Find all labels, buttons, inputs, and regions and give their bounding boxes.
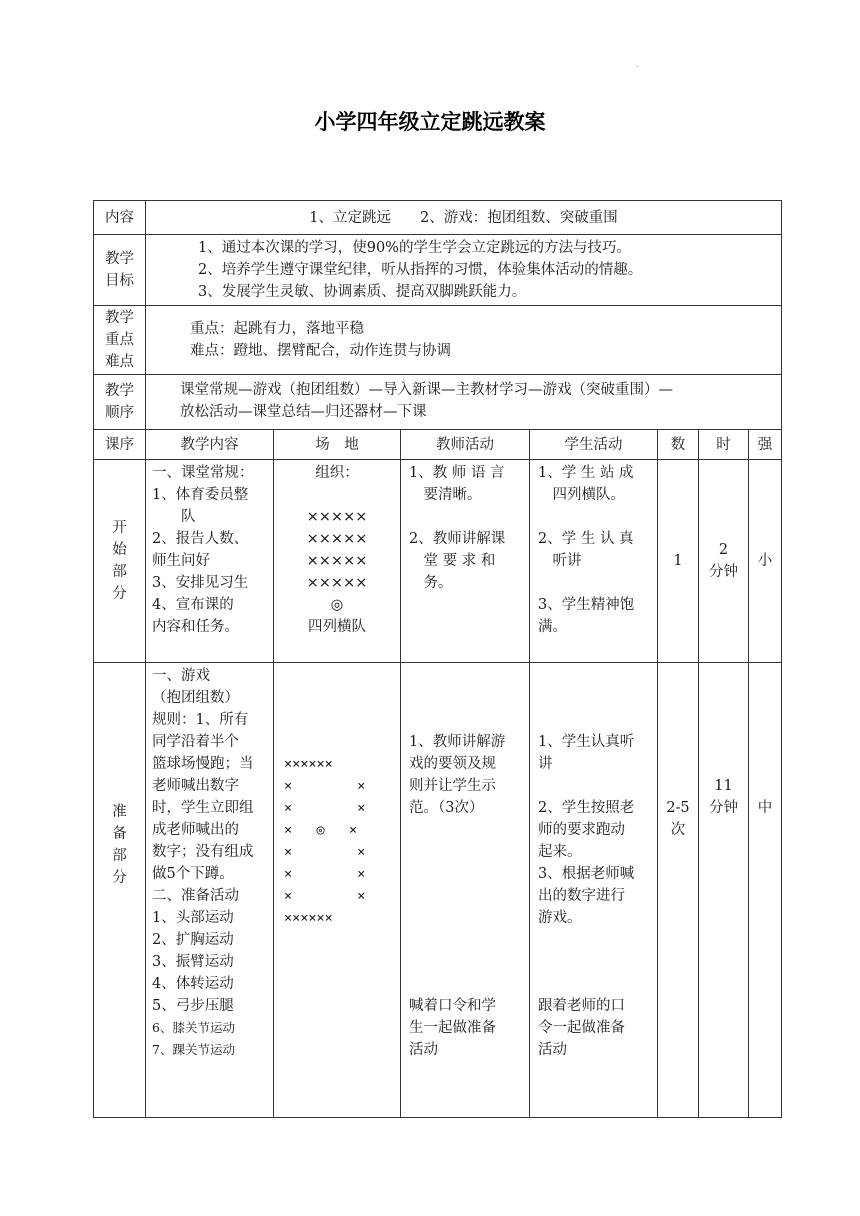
- section-prep-content: [145, 662, 274, 1118]
- student-line: 满。: [538, 619, 567, 635]
- section-start-count: 1: [657, 459, 699, 663]
- section-start-time: [698, 459, 749, 663]
- student-line: 令一起做准备: [538, 1020, 625, 1036]
- student-line: 活动: [538, 1042, 567, 1058]
- header-field: 场 地: [273, 429, 401, 460]
- time-unit: 分钟: [709, 564, 738, 580]
- section-prep-student: [529, 662, 658, 1118]
- count-value: 2-5: [666, 800, 690, 816]
- section-start-intensity: 小: [748, 459, 782, 663]
- student-line: 游戏。: [538, 910, 582, 926]
- key-point: 难点：蹬地、摆臂配合，动作连贯与协调: [190, 343, 451, 359]
- header-content: 教学内容: [145, 429, 274, 460]
- teacher-line: 戏的要领及规: [409, 756, 496, 772]
- time-value: 11: [714, 778, 733, 794]
- section-prep-teacher: [400, 662, 530, 1118]
- content-label: 内容: [93, 200, 146, 235]
- teacher-line: 要清晰。: [409, 487, 482, 503]
- teacher-line: [409, 506, 521, 528]
- teacher-line: 生一起做准备: [409, 1020, 496, 1036]
- section-prep-name: 准备部分: [93, 662, 146, 1118]
- student-line: [538, 572, 649, 594]
- student-line: 四列横队。: [538, 487, 625, 503]
- teacher-line: 喊着口令和学: [409, 998, 496, 1014]
- content-line: 4、宣布课的: [152, 597, 234, 613]
- formation-row: × ×: [284, 844, 366, 860]
- formation-row: ×××××: [306, 509, 368, 525]
- content-line: 做5个下蹲。: [152, 866, 234, 882]
- spacer: [409, 819, 521, 995]
- formation-row: ×××××: [306, 575, 368, 591]
- header-intensity: 强: [748, 429, 782, 460]
- student-line: 1、学 生 站 成: [538, 465, 634, 481]
- content-line: 2、扩胸运动: [152, 932, 234, 948]
- teacher-line: 堂 要 求 和: [409, 553, 496, 569]
- header-sequence: 课序: [93, 429, 146, 460]
- content-line: 同学沿着半个: [152, 734, 239, 750]
- student-line: 3、学生精神饱: [538, 597, 635, 613]
- formation-row: × ×: [284, 800, 366, 816]
- content-line: 一、游戏: [152, 668, 210, 684]
- content-line: 7、踝关节运动: [152, 1042, 235, 1057]
- section-prep-field: [273, 662, 401, 1118]
- key-point: 重点：起跳有力，落地平稳: [190, 321, 364, 337]
- content-value: 1、立定跳远 2、游戏：抱团组数、突破重围: [145, 200, 782, 235]
- content-line: 6、膝关节运动: [152, 1020, 235, 1035]
- lesson-plan-table: [93, 200, 782, 1118]
- formation-row: ××××××: [284, 756, 333, 772]
- content-line: 2、报告人数、: [152, 531, 249, 547]
- teacher-line: 则并让学生示: [409, 778, 496, 794]
- content-line: （抱团组数）: [152, 690, 239, 706]
- field-label: 组织：: [315, 465, 359, 481]
- student-line: 2、学 生 认 真: [538, 531, 634, 547]
- student-line: 师的要求跑动: [538, 822, 625, 838]
- header-time: 时: [698, 429, 749, 460]
- content-line: 1、体育委员整: [152, 487, 249, 503]
- order-label: 教学顺序: [93, 374, 146, 430]
- content-line: 老师喊出数字: [152, 778, 239, 794]
- section-start-content: [145, 459, 274, 663]
- section-prep-time: [698, 662, 749, 1118]
- content-line: 二、准备活动: [152, 888, 239, 904]
- content-line: 3、安排见习生: [152, 575, 249, 591]
- order-line: 课堂常规—游戏（抱团组数）—导入新课—主教材学习—游戏（突破重围）—: [180, 382, 673, 398]
- content-line: 3、振臂运动: [152, 954, 234, 970]
- section-start-student: [529, 459, 658, 663]
- teacher-line: 活动: [409, 1042, 438, 1058]
- key-label: 教学重点难点: [93, 305, 146, 375]
- section-start-teacher: [400, 459, 530, 663]
- key-points: [145, 305, 782, 375]
- header-count: 数: [657, 429, 699, 460]
- section-prep-intensity: 中: [748, 662, 782, 1118]
- content-line: 5、弓步压腿: [152, 998, 234, 1014]
- section-prep-count: [657, 662, 699, 1118]
- time-unit: 分钟: [709, 800, 738, 816]
- content-line: 队: [152, 509, 196, 525]
- content-line: 一、课堂常规：: [152, 465, 254, 481]
- goal-item: 2、培养学生遵守课堂纪律，听从指挥的习惯，体验集体活动的情趣。: [198, 262, 643, 278]
- student-line: 出的数字进行: [538, 888, 625, 904]
- student-line: [538, 775, 649, 797]
- student-line: 3、根据老师喊: [538, 866, 635, 882]
- content-line: 4、体转运动: [152, 976, 234, 992]
- teacher-line: 务。: [409, 575, 453, 591]
- order-lines: [145, 374, 782, 430]
- formation-row: ×××××: [306, 553, 368, 569]
- formation-caption: 四列横队: [308, 619, 366, 635]
- goal-list: [145, 234, 782, 306]
- spacer: [538, 929, 649, 995]
- content-line: 篮球场慢跑；当: [152, 756, 254, 772]
- section-start-name: 开始部分: [93, 459, 146, 663]
- student-line: 跟着老师的口: [538, 998, 625, 1014]
- order-line: 放松活动—课堂总结—归还器材—下课: [180, 404, 427, 420]
- teacher-position-mark: ◎: [330, 597, 344, 613]
- formation-row: ××××××: [284, 910, 333, 926]
- teacher-line: 2、教师讲解课: [409, 531, 506, 547]
- count-unit: 次: [670, 822, 686, 838]
- teacher-line: 1、教师讲解游: [409, 734, 506, 750]
- content-line: 规则：1、所有: [152, 712, 249, 728]
- content-line: 1、头部运动: [152, 910, 234, 926]
- student-line: 2、学生按照老: [538, 800, 635, 816]
- content-line: 数字；没有组成: [152, 844, 254, 860]
- header-teacher: 教师活动: [400, 429, 530, 460]
- goal-item: 1、通过本次课的学习，使90%的学生学会立定跳远的方法与技巧。: [198, 240, 631, 256]
- formation-row: × ×: [284, 888, 366, 904]
- content-line: 成老师喊出的: [152, 822, 239, 838]
- page-title: 小学四年级立定跳远教案: [314, 110, 546, 134]
- time-value: 2: [718, 542, 729, 558]
- teacher-line: 范。（3次）: [409, 800, 484, 816]
- formation-row: × ×: [284, 866, 366, 882]
- goal-item: 3、发展学生灵敏、协调素质、提高双脚跳跃能力。: [198, 284, 527, 300]
- formation-row: × ×: [284, 778, 366, 794]
- content-line: 时，学生立即组: [152, 800, 254, 816]
- student-line: 讲: [538, 756, 553, 772]
- goal-label: 教学目标: [93, 234, 146, 306]
- teacher-line: 1、教 师 语 言: [409, 465, 505, 481]
- field-blank: [274, 484, 400, 506]
- header-student: 学生活动: [529, 429, 658, 460]
- content-line: 师生问好: [152, 553, 210, 569]
- section-start-field: [273, 459, 401, 663]
- formation-row: × ◎ ×: [284, 822, 358, 838]
- student-line: 起来。: [538, 844, 582, 860]
- student-line: 1、学生认真听: [538, 734, 635, 750]
- content-line: 内容和任务。: [152, 619, 239, 635]
- header-mark: .: [636, 60, 639, 69]
- student-line: [538, 506, 649, 528]
- formation-row: ×××××: [306, 531, 368, 547]
- student-line: 听讲: [538, 553, 582, 569]
